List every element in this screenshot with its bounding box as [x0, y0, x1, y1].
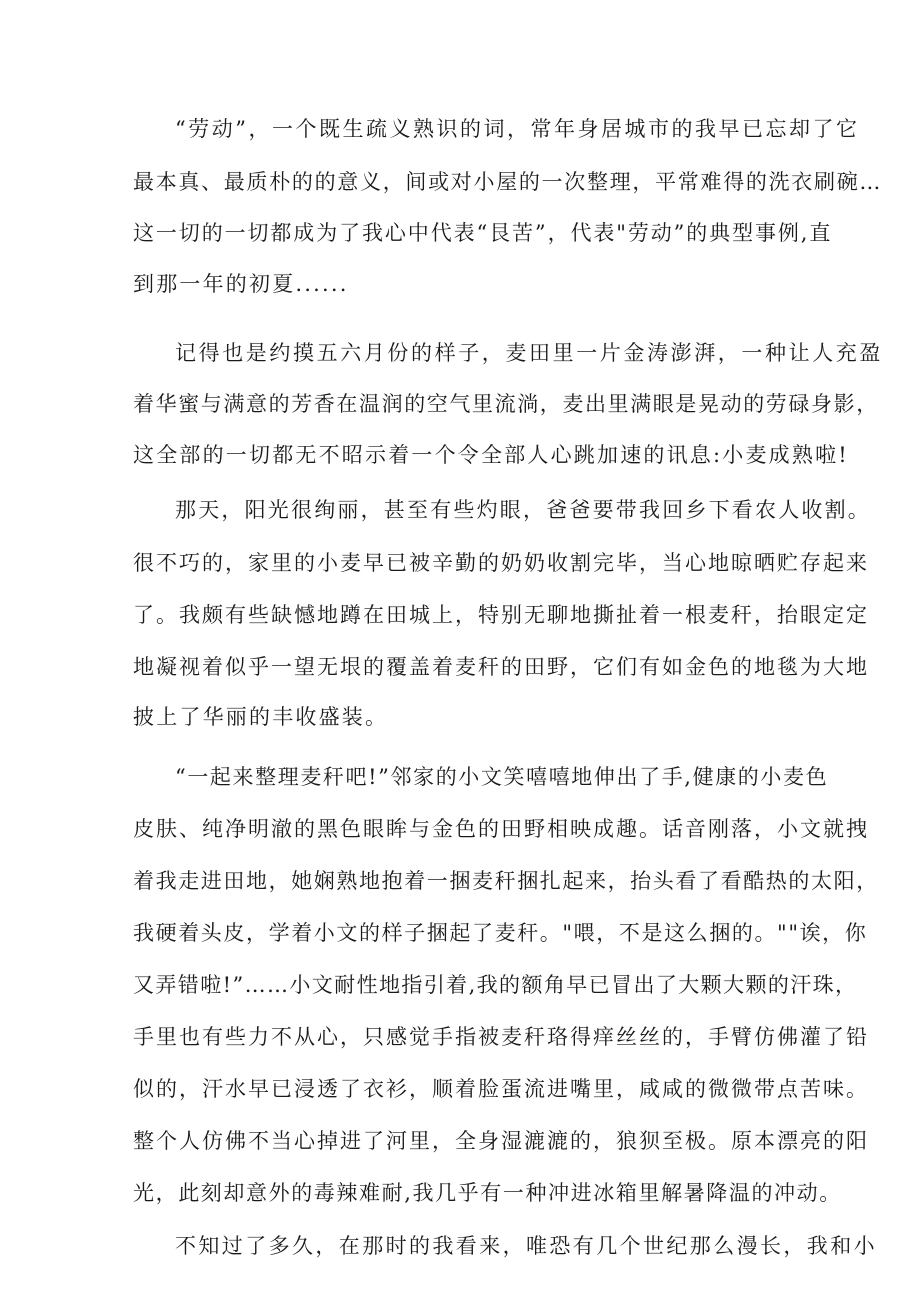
- text-line: 整个人仿佛不当心掉进了河里，全身湿漉漉的，狼狈至极。原本漂亮的阳: [133, 1129, 869, 1153]
- text-line: 记得也是约摸五六月份的样子，麦田里一片金涛澎湃，一种让人充盈: [175, 341, 883, 365]
- text-line: 光，此刻却意外的毒辣难耐,我几乎有一种冲进冰箱里解暑降温的冲动。: [133, 1181, 842, 1205]
- text-line: 到那一年的初夏......: [133, 272, 349, 296]
- text-line: 又弄错啦!”……小文耐性地指引着,我的额角早已冒出了大颗大颗的汗珠，: [133, 973, 858, 997]
- text-line: 了。我颇有些缺憾地蹲在田城上，特别无聊地撕扯着一根麦秆，抬眼定定: [133, 603, 869, 627]
- text-line: “劳动”，一个既生疏义熟识的词，常年身居城市的我早已忘却了它: [175, 117, 860, 141]
- text-line: 那天，阳光很绚丽，甚至有些灼眼，爸爸要带我回乡下看农人收割。: [175, 498, 871, 522]
- text-line: “一起来整理麦秆吧!”邻家的小文笑嘻嘻地伸出了手,健康的小麦色: [175, 765, 829, 789]
- text-line: 很不巧的，家里的小麦早已被辛勤的奶奶收割完毕，当心地晾晒贮存起来: [133, 551, 869, 575]
- text-line: 似的，汗水早已浸透了衣衫，顺着脸蛋流进嘴里，咸咸的微微带点苦味。: [133, 1077, 869, 1101]
- text-line: 披上了华丽的丰收盛装。: [133, 705, 389, 729]
- text-line: 这全部的一切都无不昭示着一个令全部人心跳加速的讯息:小麦成熟啦!: [133, 443, 849, 467]
- text-line: 最本真、最质朴的的意义，间或对小屋的一次整理，平常难得的洗衣刷碗…: [133, 170, 883, 194]
- text-line: 皮肤、纯净明澈的黑色眼眸与金色的田野相映成趣。话音刚落，小文就拽: [133, 817, 869, 841]
- text-line: 着我走进田地，她娴熟地抱着一捆麦秆捆扎起来，抬头看了看酷热的太阳，: [133, 869, 879, 893]
- text-line: 手里也有些力不从心，只感觉手指被麦秆珞得痒丝丝的，手臂仿佛灌了铅: [133, 1025, 869, 1049]
- text-line: 这一切的一切都成为了我心中代表“艮苦”，代表"劳动”的典型事例,直: [133, 221, 833, 245]
- text-line: 地凝视着似乎一望无垠的覆盖着麦秆的田野，它们有如金色的地毯为大地: [133, 655, 869, 679]
- text-line: 着华蜜与满意的芳香在温润的空气里流淌，麦出里满眼是晃动的劳碌身影，: [133, 392, 879, 416]
- text-line: 我硬着头皮，学着小文的样子捆起了麦秆。"喂，不是这么捆的。""诶，你: [133, 921, 868, 945]
- text-line: 不知过了多久，在那时的我看来，唯恐有几个世纪那么漫长，我和小: [175, 1234, 877, 1258]
